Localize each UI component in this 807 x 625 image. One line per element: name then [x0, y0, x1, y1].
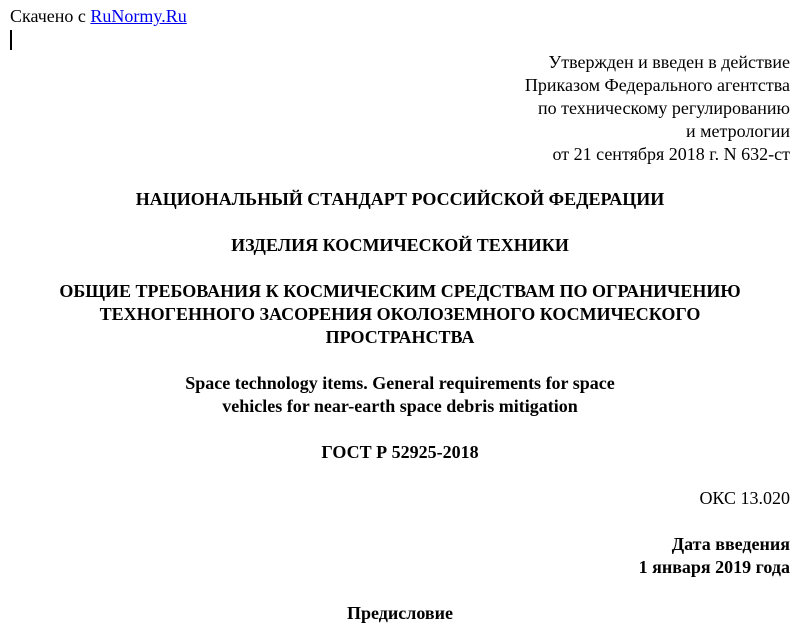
approval-line: и метрологии — [686, 121, 790, 141]
intro-date-label: Дата введения — [671, 534, 790, 554]
source-line — [10, 5, 187, 28]
english-title-heading — [0, 372, 800, 418]
gost-number-heading — [0, 441, 800, 464]
intro-date-value: 1 января 2019 года — [638, 557, 790, 577]
approval-block — [525, 51, 790, 166]
product-title-text: ИЗДЕЛИЯ КОСМИЧЕСКОЙ ТЕХНИКИ — [231, 235, 569, 255]
standard-type-text: НАЦИОНАЛЬНЫЙ СТАНДАРТ РОССИЙСКОЙ ФЕДЕРАЦИИ — [135, 189, 665, 209]
standard-type-heading — [0, 188, 800, 211]
main-title-line: ТЕХНОГЕННОГО ЗАСОРЕНИЯ ОКОЛОЗЕМНОГО КОСМИЧЕСКОГО — [99, 304, 701, 324]
approval-line: от 21 сентября 2018 г. N 632-ст — [552, 144, 790, 164]
oks-code-text: ОКС 13.020 — [699, 488, 790, 508]
english-title-line: vehicles for near-earth space debris mitigation — [222, 396, 578, 416]
oks-code — [699, 487, 790, 510]
text-cursor — [10, 30, 12, 50]
foreword-heading: Предисловие — [347, 603, 453, 623]
runormy-link[interactable]: RuNormy.Ru — [90, 6, 187, 26]
approval-line: Утвержден и введен в действие — [548, 52, 790, 72]
approval-line: Приказом Федерального агентства — [524, 75, 790, 95]
gost-number-text: ГОСТ Р 52925-2018 — [321, 442, 479, 462]
main-title-heading — [0, 280, 800, 349]
product-title-heading — [0, 234, 800, 257]
approval-line: по техническому регулированию — [537, 98, 790, 118]
source-prefix: Скачено с — [10, 6, 91, 26]
main-title-line: ПРОСТРАНСТВА — [325, 327, 475, 347]
main-title-line: ОБЩИЕ ТРЕБОВАНИЯ К КОСМИЧЕСКИМ СРЕДСТВАМ ПО ОГРАНИЧЕНИЮ — [59, 281, 741, 301]
english-title-line: Space technology items. General requirements for space — [185, 373, 615, 393]
intro-date-block — [639, 533, 790, 579]
